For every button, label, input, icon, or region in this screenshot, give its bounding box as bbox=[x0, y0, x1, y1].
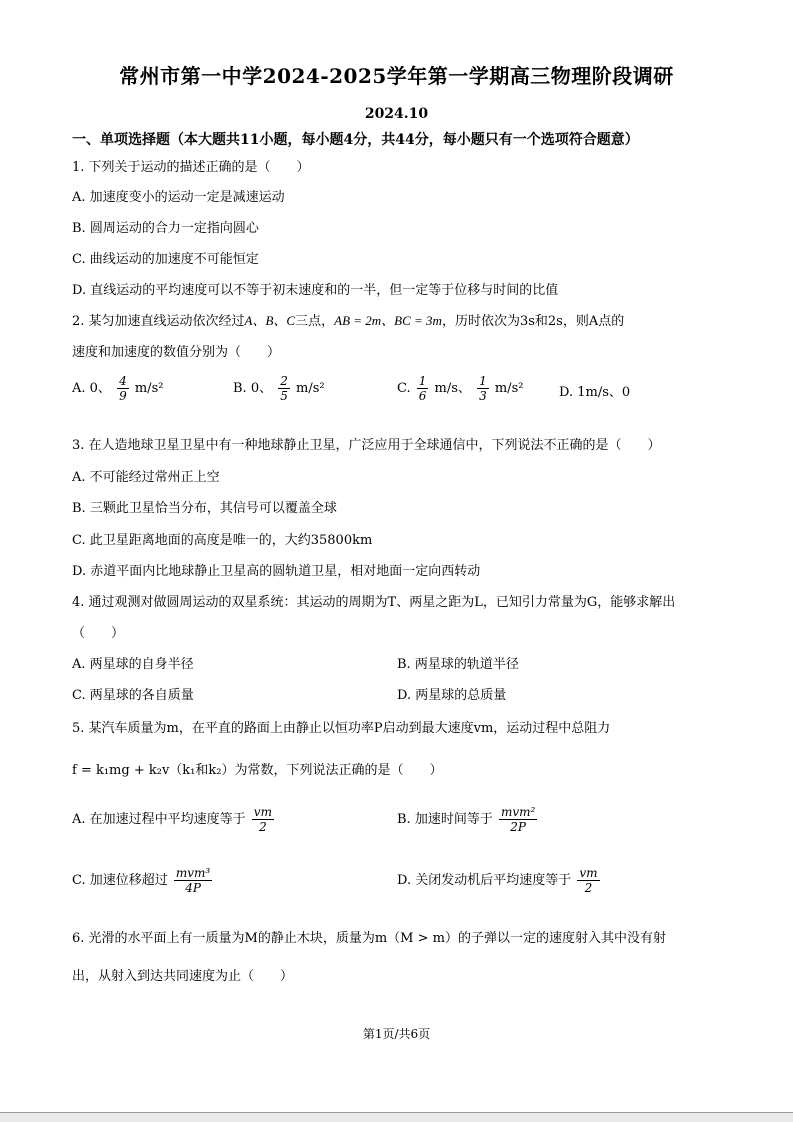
q5-stem: 5. 某汽车质量为m，在平直的路面上由静止以恒功率P启动到最大速度vm，运动过程中总阻力 bbox=[72, 721, 611, 736]
q2-stem bbox=[72, 312, 624, 331]
q2-c-unit1: m/s、 bbox=[434, 381, 471, 396]
q5-d-fraction bbox=[577, 866, 599, 895]
q5-c-fraction bbox=[174, 866, 212, 895]
q1-option-c: C. 曲线运动的加速度不可能恒定 bbox=[72, 252, 259, 267]
q2-a-num: 4 bbox=[119, 374, 127, 388]
q5-b-fraction bbox=[499, 805, 537, 834]
q6-stem: 6. 光滑的水平面上有一质量为M的静止木块，质量为m（M > m）的子弹以一定的速度射入其中没有射 bbox=[72, 931, 666, 946]
q1-stem: 1. 下列关于运动的描述正确的是（ ） bbox=[72, 160, 310, 175]
q5-option-b bbox=[397, 805, 539, 834]
q4-option-c: C. 两星球的各自质量 bbox=[72, 688, 194, 703]
q2-option-d: D. 1m/s、0 bbox=[559, 385, 631, 400]
q3-stem: 3. 在人造地球卫星卫星中有一种地球静止卫星，广泛应用于全球通信中，下列说法不正确的是（ ） bbox=[72, 438, 661, 453]
page-footer: 第1页/共6页 bbox=[362, 1027, 431, 1041]
q3-option-b: B. 三颗此卫星恰当分布，其信号可以覆盖全球 bbox=[72, 501, 337, 516]
q2-c-prefix: C. bbox=[397, 381, 411, 396]
q2-a-prefix: A. 0、 bbox=[72, 381, 111, 396]
q1-option-a: A. 加速度变小的运动一定是减速运动 bbox=[72, 190, 285, 205]
q5-option-c bbox=[72, 866, 214, 895]
q5-d-num: vm bbox=[579, 866, 598, 880]
q1-option-d: D. 直线运动的平均速度可以不等于初末速度和的一半，但一定等于位移与时间的比值 bbox=[72, 283, 559, 298]
exam-date: 2024.10 bbox=[364, 106, 429, 122]
q5-b-den: 2P bbox=[510, 820, 526, 834]
q5-a-fraction bbox=[252, 805, 274, 834]
section-heading: 一、单项选择题（本大题共11小题，每小题4分，共44分，每小题只有一个选项符合题意） bbox=[72, 132, 639, 148]
q2-c-den2: 3 bbox=[479, 389, 487, 403]
q2-b-fraction bbox=[278, 374, 290, 403]
q2-option-a bbox=[72, 374, 163, 403]
q2-c-fraction-1 bbox=[417, 374, 429, 403]
q2-a-den: 9 bbox=[119, 389, 127, 403]
q5-c-num: mvm³ bbox=[175, 866, 211, 880]
q2-stem-b: 三点， bbox=[295, 314, 335, 329]
q4-option-b: B. 两星球的轨道半径 bbox=[397, 657, 519, 672]
q5-d-den: 2 bbox=[584, 881, 593, 895]
q5-option-a bbox=[72, 805, 276, 834]
q5-b-prefix: B. 加速时间等于 bbox=[397, 812, 493, 827]
q3-option-c: C. 此卫星距离地面的高度是唯一的，大约35800km bbox=[72, 533, 373, 548]
q5-a-prefix: A. 在加速过程中平均速度等于 bbox=[72, 812, 246, 827]
q2-stem-c: ，历时依次为3s和2s，则A点的 bbox=[441, 314, 625, 329]
exam-title: 常州市第一中学2024-2025学年第一学期高三物理阶段调研 bbox=[119, 64, 674, 88]
q5-stem-line2: f = k₁mg + k₂v（k₁和k₂）为常数，下列说法正确的是（ ） bbox=[72, 763, 443, 778]
q4-option-a: A. 两星球的自身半径 bbox=[72, 657, 194, 672]
q1-option-b: B. 圆周运动的合力一定指向圆心 bbox=[72, 221, 259, 236]
q5-a-den: 2 bbox=[259, 820, 267, 834]
q2-points: A、B、C bbox=[244, 313, 296, 328]
q2-c-num2: 1 bbox=[479, 374, 487, 388]
q2-c-fraction-2 bbox=[477, 374, 489, 403]
q3-option-a: A. 不可能经过常州正上空 bbox=[72, 470, 220, 485]
q2-b-prefix: B. 0、 bbox=[233, 381, 273, 396]
q4-option-d: D. 两星球的总质量 bbox=[397, 688, 507, 703]
q2-stem-line2: 速度和加速度的数值分别为（ ） bbox=[72, 345, 281, 360]
q5-b-num: mvm² bbox=[500, 805, 536, 819]
q2-option-b bbox=[233, 374, 325, 403]
q5-d-prefix: D. 关闭发动机后平均速度等于 bbox=[397, 873, 572, 888]
q2-option-c bbox=[397, 374, 523, 403]
q2-distances: AB = 2m、BC = 3m bbox=[334, 313, 442, 328]
q4-stem: 4. 通过观测对做圆周运动的双星系统：其运动的周期为T、两星之距为L，已知引力常量为G，能够求解出 bbox=[72, 595, 676, 610]
q6-stem-line2: 出，从射入到达共同速度为止（ ） bbox=[72, 969, 294, 984]
q5-c-prefix: C. 加速位移超过 bbox=[72, 873, 168, 888]
q2-b-unit: m/s² bbox=[296, 381, 325, 396]
q2-b-num: 2 bbox=[280, 374, 288, 388]
q3-option-d: D. 赤道平面内比地球静止卫星高的圆轨道卫星，相对地面一定向西转动 bbox=[72, 564, 481, 579]
q4-stem-line2: （ ） bbox=[72, 626, 125, 641]
q2-a-fraction bbox=[117, 374, 129, 403]
bottom-margin bbox=[0, 1113, 793, 1122]
q2-b-den: 5 bbox=[280, 389, 288, 403]
q5-option-d bbox=[397, 866, 602, 895]
q2-stem-a: 2. 某匀加速直线运动依次经过 bbox=[72, 314, 245, 329]
q2-c-unit2: m/s² bbox=[494, 381, 524, 396]
q5-a-num: vm bbox=[253, 805, 272, 819]
q2-c-den1: 6 bbox=[418, 389, 427, 403]
q2-c-num1: 1 bbox=[418, 374, 427, 388]
q5-c-den: 4P bbox=[185, 881, 201, 895]
q2-a-unit: m/s² bbox=[134, 381, 164, 396]
